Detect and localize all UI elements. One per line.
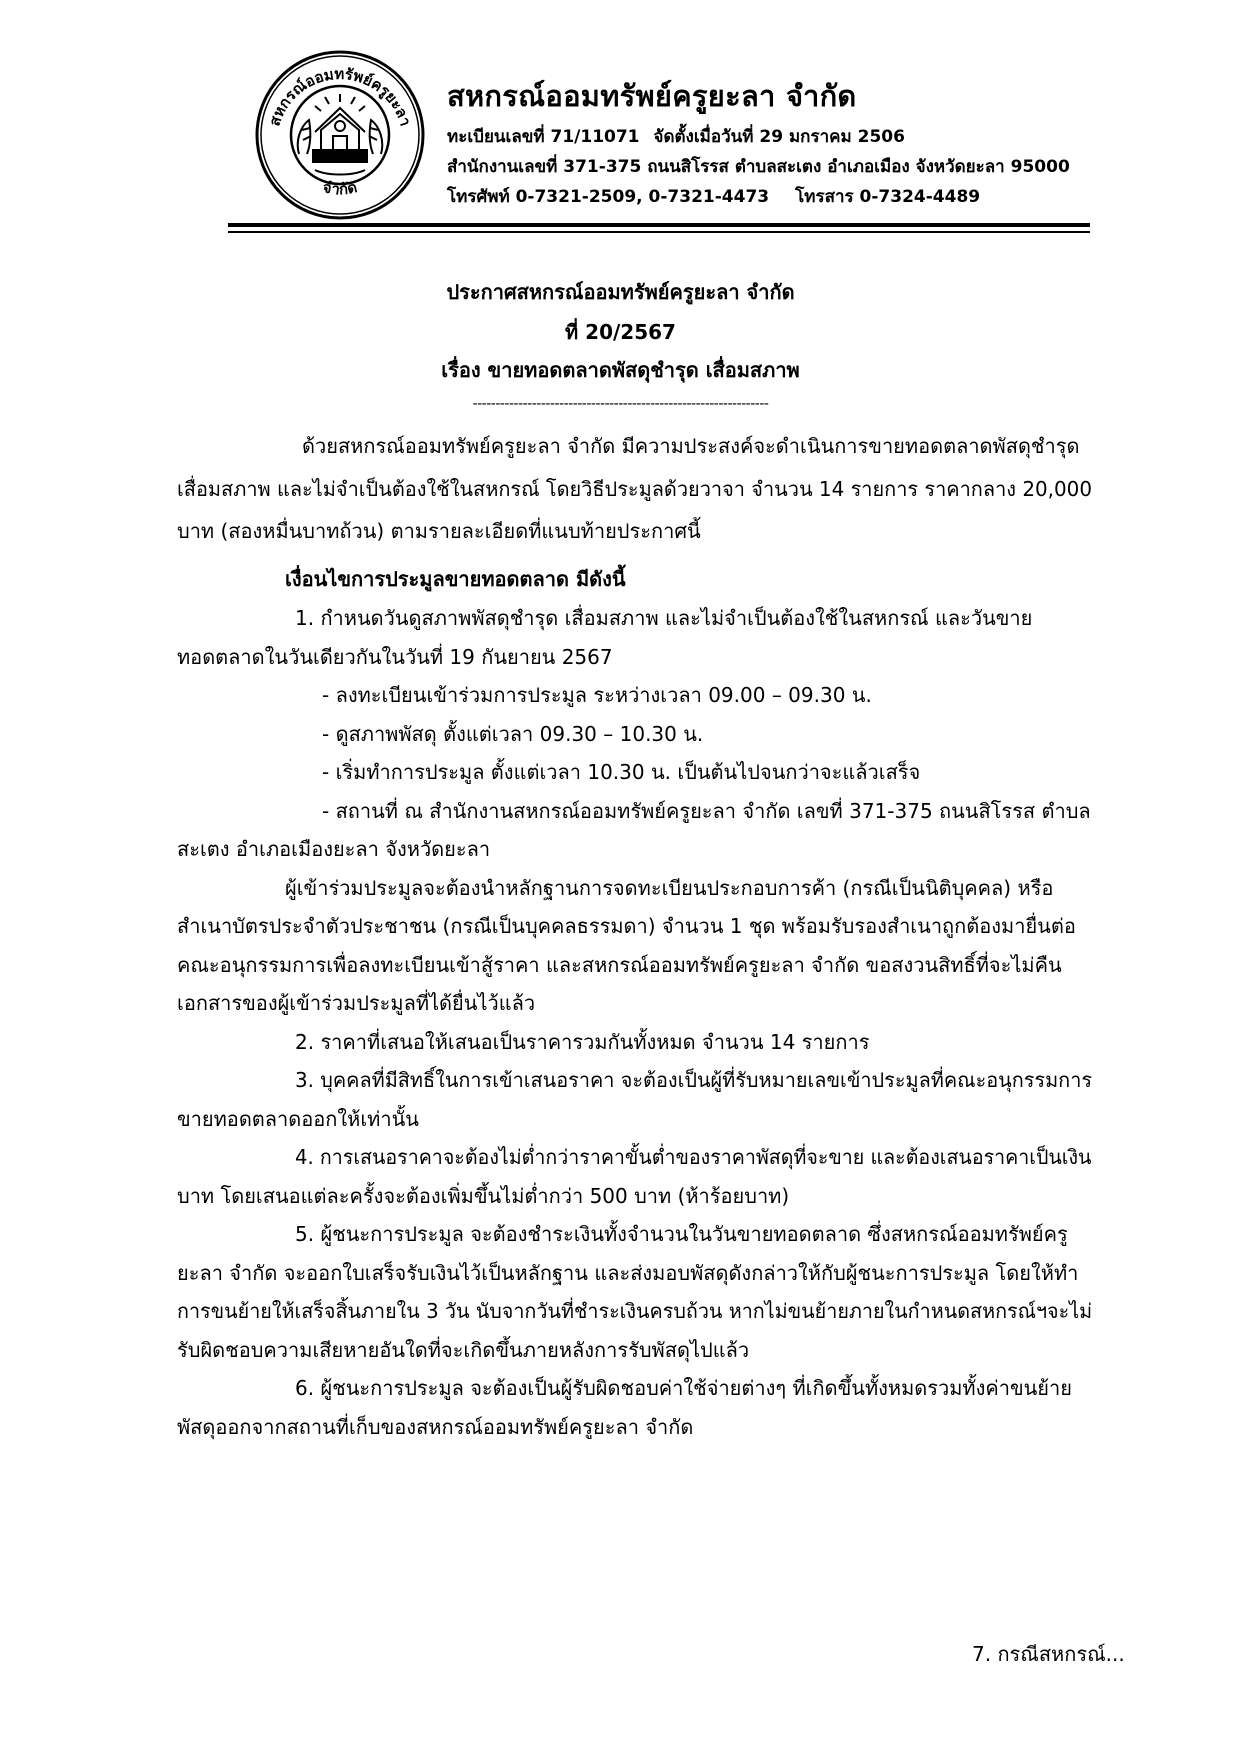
body-line: 3. บุคคลที่มีสิทธิ์ในการเข้าเสนอราคา จะต้องเป็นผู้ที่รับหมายเลขเข้าประมูลที่คณะอนุกรรมการ: [295, 1068, 1093, 1092]
announcement-number: ที่ 20/2567: [565, 320, 676, 344]
body-line: บาท (สองหมื่นบาทถ้วน) ตามรายละเอียดที่แนบท้ายประกาศนี้: [177, 519, 701, 543]
body-line: สำเนาบัตรประจำตัวประชาชน (กรณีเป็นบุคคลธรรมดา) จำนวน 1 ชุด พร้อมรับรองสำเนาถูกต้องมายื่นต่อ: [177, 914, 1076, 938]
body-line: 6. ผู้ชนะการประมูล จะต้องเป็นผู้รับผิดชอบค่าใช้จ่ายต่างๆ ที่เกิดขึ้นทั้งหมดรวมทั้งค่าขนย้าย: [295, 1376, 1072, 1400]
body-line: 2. ราคาที่เสนอให้เสนอเป็นราคารวมกันทั้งหมด จำนวน 14 รายการ: [295, 1030, 870, 1054]
body-line: รับผิดชอบความเสียหายอันใดที่จะเกิดขึ้นภายหลังการรับพัสดุไปแล้ว: [177, 1338, 750, 1362]
announcement-title: ประกาศสหกรณ์ออมทรัพย์ครูยะลา จำกัด: [446, 280, 795, 304]
body-line: 4. การเสนอราคาจะต้องไม่ต่ำกว่าราคาขั้นต่ำของราคาพัสดุที่จะขาย และต้องเสนอราคาเป็นเงิน: [295, 1145, 1092, 1169]
body-line: ทอดตลาดในวันเดียวกันในวันที่ 19 กันยายน 2567: [177, 645, 613, 669]
letterhead-divider-thin: [228, 231, 1090, 233]
seal-text-top: สหกรณ์ออมทรัพย์ครูยะลา: [265, 64, 415, 129]
registration-number: ทะเบียนเลขที่ 71/11071: [447, 127, 640, 147]
body-line: พัสดุออกจากสถานที่เก็บของสหกรณ์ออมทรัพย์ครูยะลา จำกัด: [177, 1415, 694, 1439]
svg-text:จำกัด: [321, 178, 358, 199]
body-line: สะเตง อำเภอเมืองยะลา จังหวัดยะลา: [177, 837, 491, 861]
body-line: 1. กำหนดวันดูสภาพพัสดุชำรุด เสื่อมสภาพ และไม่จำเป็นต้องใช้ในสหกรณ์ และวันขาย: [295, 606, 1033, 630]
announcement-subject: เรื่อง ขายทอดตลาดพัสดุชำรุด เสื่อมสภาพ: [441, 358, 800, 382]
body-line: การขนย้ายให้เสร็จสิ้นภายใน 3 วัน นับจากวันที่ชำระเงินครบถ้วน หากไม่ขนย้ายภายในกำหนดสหกรณ์ฯจะไม่: [177, 1299, 1093, 1323]
body-line: เสื่อมสภาพ และไม่จำเป็นต้องใช้ในสหกรณ์ โดยวิธีประมูลด้วยวาจา จำนวน 14 รายการ ราคากลาง 20,000: [177, 477, 1093, 501]
organization-name: สหกรณ์ออมทรัพย์ครูยะลา จำกัด: [447, 79, 857, 113]
office-address: สำนักงานเลขที่ 371-375 ถนนสิโรรส ตำบลสะเตง อำเภอเมือง จังหวัดยะลา 95000: [447, 157, 1070, 177]
body-line: บาท โดยเสนอแต่ละครั้งจะต้องเพิ่มขึ้นไม่ต่ำกว่า 500 บาท (ห้าร้อยบาท): [177, 1184, 790, 1208]
body-line: - ดูสภาพพัสดุ ตั้งแต่เวลา 09.30 – 10.30 น.: [322, 722, 704, 746]
body-line: ยะลา จำกัด จะออกใบเสร็จรับเงินไว้เป็นหลักฐาน และส่งมอบพัสดุดังกล่าวให้กับผู้ชนะการประมูล โดยให้ทำ: [177, 1261, 1079, 1285]
body-line: ผู้เข้าร่วมประมูลจะต้องนำหลักฐานการจดทะเบียนประกอบการค้า (กรณีเป็นนิติบุคคล) หรือ: [285, 876, 1054, 900]
cooperative-seal-logo: [255, 50, 425, 220]
body-line: 5. ผู้ชนะการประมูล จะต้องชำระเงินทั้งจำนวนในวันขายทอดตลาด ซึ่งสหกรณ์ออมทรัพย์ครู: [295, 1222, 1068, 1246]
contact-line: [447, 183, 980, 210]
phone-numbers: โทรศัพท์ 0-7321-2509, 0-7321-4473: [447, 187, 770, 207]
body-line: ด้วยสหกรณ์ออมทรัพย์ครูยะลา จำกัด มีความประสงค์จะดำเนินการขายทอดตลาดพัสดุชำรุด: [302, 434, 1080, 458]
body-line: เอกสารของผู้เข้าร่วมประมูลที่ได้ยื่นไว้แล้ว: [177, 991, 536, 1015]
page-continuation: 7. กรณีสหกรณ์...: [972, 1642, 1125, 1666]
body-line: - เริ่มทำการประมูล ตั้งแต่เวลา 10.30 น. เป็นต้นไปจนกว่าจะแล้วเสร็จ: [322, 760, 921, 784]
heading-separator: -----------------------------------------------------------------: [472, 396, 769, 412]
body-line: - ลงทะเบียนเข้าร่วมการประมูล ระหว่างเวลา 09.00 – 09.30 น.: [322, 683, 872, 707]
letterhead-divider-thick: [228, 223, 1090, 227]
established-date: จัดตั้งเมื่อวันที่ 29 มกราคม 2506: [653, 127, 905, 147]
body-line: - สถานที่ ณ สำนักงานสหกรณ์ออมทรัพย์ครูยะลา จำกัด เลขที่ 371-375 ถนนสิโรรส ตำบล: [322, 799, 1091, 823]
body-line: ขายทอดตลาดออกให้เท่านั้น: [177, 1107, 419, 1131]
body-line: คณะอนุกรรมการเพื่อลงทะเบียนเข้าสู้ราคา และสหกรณ์ออมทรัพย์ครูยะลา จำกัด ขอสงวนสิทธิ์ที่จะไม่คืน: [177, 953, 1062, 977]
seal-text-bottom: จำกัด: [321, 177, 359, 199]
fax-number: โทรสาร 0-7324-4489: [795, 187, 981, 207]
registration-line: [447, 123, 905, 150]
conditions-heading: เงื่อนไขการประมูลขายทอดตลาด มีดังนี้: [285, 567, 626, 591]
